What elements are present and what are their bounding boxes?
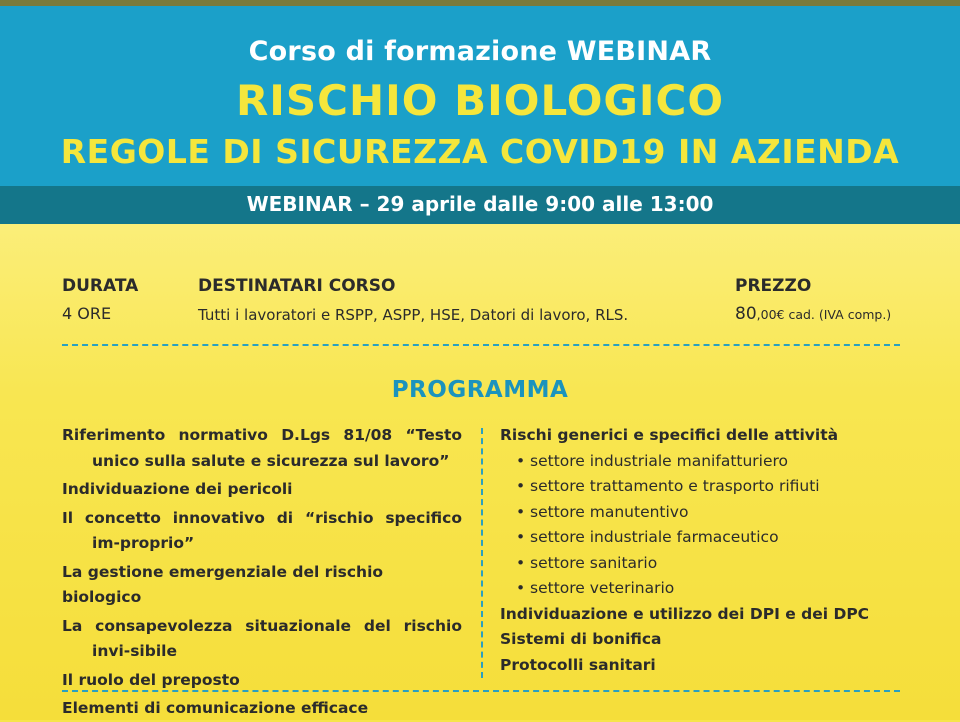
rischi-heading: Rischi generici e specifici delle attività [500, 426, 839, 444]
programma-right-column [500, 423, 920, 678]
bullet-dot-icon: • [516, 579, 526, 597]
course-title-secondary: REGOLE DI SICUREZZA COVID19 IN AZIENDA [60, 132, 900, 171]
list-item: Individuazione dei pericoli [62, 480, 293, 498]
divider-bottom [62, 690, 900, 692]
bullet-text: settore industriale manifatturiero [530, 451, 789, 470]
bullet-dot-icon: • [516, 502, 526, 521]
bullet-item [500, 449, 920, 475]
bullet-dot-icon: • [516, 528, 526, 546]
durata-value: 4 ORE [62, 304, 112, 323]
bullet-text: settore veterinario [530, 579, 675, 597]
programma-left-column [62, 423, 462, 722]
list-item: Protocolli sanitari [500, 655, 656, 674]
course-title: RISCHIO BIOLOGICO [235, 76, 725, 125]
bullet-text: settore industriale farmaceutico [530, 528, 779, 546]
list-item: Individuazione e utilizzo dei DPI e dei DPC [500, 604, 870, 623]
bullet-dot-icon: • [516, 553, 526, 572]
list-item: La consapevolezza situazionale del rischio invi-sibile [62, 616, 462, 660]
header-banner [0, 6, 960, 186]
bullet-item [500, 551, 920, 577]
list-item: Elementi di comunicazione efficace [62, 699, 369, 717]
programma-title: PROGRAMMA [391, 377, 569, 403]
bullet-text: settore sanitario [530, 553, 658, 572]
list-item: Il ruolo del preposto [62, 670, 240, 689]
column-divider [481, 428, 483, 678]
prezzo-detail: ,00€ cad. (IVA comp.) [756, 307, 892, 322]
bullet-item [500, 500, 920, 526]
course-subtitle: Corso di formazione WEBINAR [248, 36, 712, 67]
bullet-text: settore manutentivo [530, 502, 689, 521]
bullet-text: settore trattamento e trasporto rifiuti [530, 477, 820, 495]
list-item: Sistemi di bonifica [500, 630, 662, 648]
bullet-item [500, 474, 920, 500]
bullet-item [500, 525, 920, 551]
prezzo-value [735, 304, 891, 324]
webinar-date-band [0, 186, 960, 224]
bullet-item [500, 576, 920, 602]
bullet-dot-icon: • [516, 451, 526, 470]
list-item-text: Riferimento normativo D.Lgs 81/08 “Testo unico sulla salute e sicurezza sul lavoro” [62, 426, 462, 470]
prezzo-amount: 80 [735, 304, 757, 324]
divider-top [62, 344, 900, 346]
bullet-dot-icon: • [516, 477, 526, 495]
webinar-date-text: WEBINAR – 29 aprile dalle 9:00 alle 13:00 [246, 192, 714, 216]
durata-label: DURATA [62, 276, 139, 296]
prezzo-label: PREZZO [735, 276, 812, 296]
destinatari-value: Tutti i lavoratori e RSPP, ASPP, HSE, Datori di lavoro, RLS. [198, 306, 629, 324]
destinatari-label: DESTINATARI CORSO [198, 276, 396, 296]
list-item [62, 423, 462, 474]
list-item: Il concetto innovativo di “rischio specifico im-proprio” [62, 508, 462, 552]
list-item: La gestione emergenziale del rischio biologico [62, 562, 384, 606]
